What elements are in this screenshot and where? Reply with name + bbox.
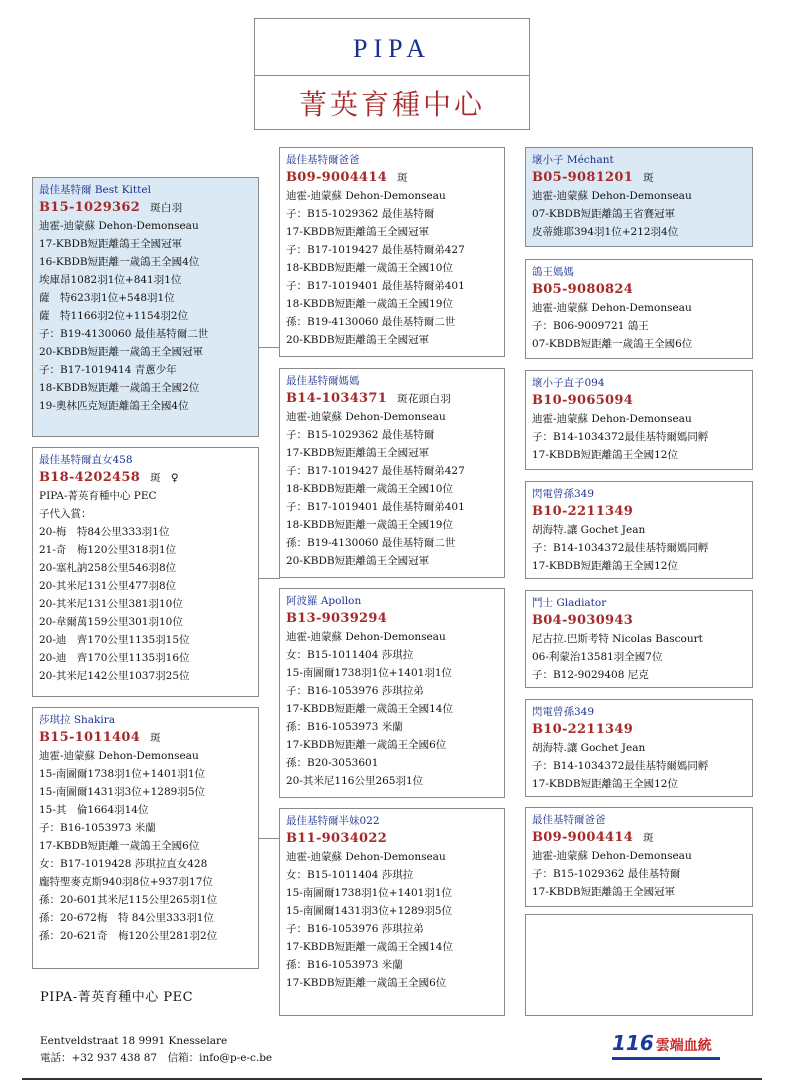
- info-line: 15-南圖爾1738羽1位+1401羽1位: [286, 667, 453, 679]
- info-line: 17-KBDB短距離鴿王全國冠軍: [39, 238, 183, 250]
- pigeon-name: 壞小子直子094: [532, 377, 605, 389]
- pedigree-card-dds[interactable]: [525, 807, 753, 907]
- info-line: 胡海特.讓 Gochet Jean: [532, 742, 646, 754]
- info-line: 子：B06-9009721 鴿王: [532, 320, 649, 332]
- info-line: 17-KBDB短距離一歲鴿王全國6位: [286, 739, 447, 751]
- pigeon-name: 閃電曾孫349: [532, 488, 595, 500]
- header-title: PIPA: [255, 19, 529, 76]
- ring-line: [39, 199, 252, 217]
- pigeon-info: [39, 217, 252, 415]
- pedigree-header: [254, 18, 530, 130]
- info-line: 子：B17-1019414 青蔥少年: [39, 364, 177, 376]
- pigeon-info: [532, 299, 746, 353]
- info-line: 17-KBDB短距離一歲鴿王全國6位: [39, 840, 200, 852]
- ring-number: B15-1011404: [39, 730, 141, 745]
- info-line: 15-南圖爾1431羽3位+1289羽5位: [286, 905, 453, 917]
- ring-line: [39, 469, 252, 487]
- info-line: 孫：20-672梅 特 84公里333羽1位: [39, 912, 214, 924]
- pedigree-card-ssd[interactable]: [525, 259, 753, 359]
- pedigree-card-sss[interactable]: [525, 147, 753, 247]
- ring-number: B09-9004414: [286, 170, 388, 185]
- pigeon-name: 阿波羅 Apollon: [286, 595, 362, 607]
- logo-underline: [612, 1057, 720, 1060]
- ring-number: B05-9081201: [532, 170, 634, 185]
- pedigree-card-sibling[interactable]: [32, 447, 259, 697]
- pigeon-info: [286, 187, 498, 349]
- ring-number: B10-9065094: [532, 393, 634, 408]
- pedigree-card-subject[interactable]: [32, 177, 259, 437]
- ring-line: [532, 721, 746, 739]
- logo: [612, 1031, 712, 1055]
- info-line: 20-梅 特84公里333羽1位: [39, 526, 170, 538]
- pigeon-info: [286, 408, 498, 570]
- info-line: 17-KBDB短距離鴿王全國12位: [532, 449, 678, 461]
- info-line: 孫：B16-1053973 米蘭: [286, 959, 403, 971]
- info-line: 17-KBDB短距離一歲鴿王全國6位: [286, 977, 447, 989]
- info-line: 龐特聖麥克斯940羽8位+937羽17位: [39, 876, 213, 888]
- info-line: 孫：20-601其米尼115公里265羽1位: [39, 894, 218, 906]
- ring-number: B10-2211349: [532, 722, 634, 737]
- info-line: 16-KBDB短距離一歲鴿王全國4位: [39, 256, 200, 268]
- info-line: 18-KBDB短距離一歲鴿王全國19位: [286, 519, 453, 531]
- info-line: 女：B15-1011404 莎琪拉: [286, 649, 414, 661]
- ring-number: B13-9039294: [286, 611, 388, 626]
- info-line: 07-KBDB短距離一歲鴿王全國6位: [532, 338, 693, 350]
- plumage-color: 斑花頭白羽: [397, 393, 452, 405]
- info-line: 17-KBDB短距離鴿王全國冠軍: [532, 886, 676, 898]
- info-line: 子：B16-1053976 莎琪拉弟: [286, 685, 424, 697]
- pigeon-name: 最佳基特爾直女458: [39, 454, 133, 466]
- info-line: 20-迪 齊170公里1135羽15位: [39, 634, 190, 646]
- info-line: 15-其 倫1664羽14位: [39, 804, 149, 816]
- pigeon-info: [532, 847, 746, 901]
- info-line: 子：B16-1053973 米蘭: [39, 822, 156, 834]
- pedigree-card-dam-sire[interactable]: [279, 588, 505, 798]
- footer-contact: 電話：+32 937 438 87 信箱：info@p-e-c.be: [40, 1052, 273, 1064]
- footer-address: Eentveldstraat 18 9991 Knesselare: [40, 1035, 228, 1047]
- pigeon-info: [39, 747, 252, 945]
- plumage-color: 斑: [150, 472, 161, 484]
- pedigree-card-dam-dam[interactable]: [279, 808, 505, 1016]
- pigeon-name: 莎琪拉 Shakira: [39, 714, 116, 726]
- info-line: 皮蒂維耶394羽1位+212羽4位: [532, 226, 679, 238]
- pigeon-info: [532, 410, 746, 464]
- pedigree-card-ddd-empty: [525, 914, 753, 1016]
- info-line: 迪霍-迪蒙蘇 Dehon-Demonseau: [39, 750, 199, 762]
- info-line: 孫：B16-1053973 米蘭: [286, 721, 403, 733]
- ring-line: [532, 281, 746, 299]
- info-line: 20-KBDB短距離鴿王全國冠軍: [286, 334, 430, 346]
- info-line: 06-利蒙治13581羽全國7位: [532, 651, 663, 663]
- info-line: PIPA-菁英育種中心 PEC: [39, 490, 157, 502]
- info-line: 埃庫昂1082羽1位+841羽1位: [39, 274, 182, 286]
- footer-address-block: [40, 1033, 272, 1067]
- info-line: 子：B14-1034372最佳基特爾媽同孵: [532, 542, 709, 554]
- plumage-color: 斑白羽: [150, 202, 183, 214]
- info-line: 尼古拉.巴斯考特 Nicolas Bascourt: [532, 633, 703, 645]
- info-line: 子：B19-4130060 最佳基特爾二世: [39, 328, 209, 340]
- info-line: 18-KBDB短距離一歲鴿王全國2位: [39, 382, 200, 394]
- info-line: 子：B17-1019427 最佳基特爾弟427: [286, 244, 465, 256]
- pigeon-info: [532, 630, 746, 684]
- info-line: 20-其米尼116公里265羽1位: [286, 775, 424, 787]
- ring-line: [532, 169, 746, 187]
- pigeon-info: [532, 739, 746, 793]
- info-line: 胡海特.讓 Gochet Jean: [532, 524, 646, 536]
- pigeon-info: [532, 187, 746, 241]
- info-line: 迪霍-迪蒙蘇 Dehon-Demonseau: [286, 851, 446, 863]
- connector-line: [258, 838, 280, 839]
- pigeon-info: [286, 848, 498, 992]
- ring-number: B18-4202458: [39, 470, 141, 485]
- info-line: 15-南圖爾1431羽3位+1289羽5位: [39, 786, 206, 798]
- info-line: 17-KBDB短距離一歲鴿王全國14位: [286, 941, 453, 953]
- info-line: 17-KBDB短距離鴿王全國冠軍: [286, 447, 430, 459]
- pigeon-info: [286, 628, 498, 790]
- plumage-color: 斑: [150, 732, 161, 744]
- info-line: 20-塞札訥258公里546羽8位: [39, 562, 177, 574]
- pigeon-name: 閃電曾孫349: [532, 706, 595, 718]
- info-line: 07-KBDB短距離鴿王省賽冠軍: [532, 208, 676, 220]
- info-line: 迪霍-迪蒙蘇 Dehon-Demonseau: [286, 631, 446, 643]
- info-line: 20-KBDB短距離鴿王全國冠軍: [286, 555, 430, 567]
- info-line: 薩 特623羽1位+548羽1位: [39, 292, 175, 304]
- info-line: 迪霍-迪蒙蘇 Dehon-Demonseau: [532, 413, 692, 425]
- info-line: 子：B16-1053976 莎琪拉弟: [286, 923, 424, 935]
- logo-number: 116: [612, 1031, 654, 1055]
- pedigree-card-sire-sire[interactable]: [279, 147, 505, 357]
- info-line: 19-奧林匹克短距離鴿王全國4位: [39, 400, 189, 412]
- pedigree-card-sire-dam[interactable]: [279, 368, 505, 578]
- info-line: 子：B14-1034372最佳基特爾媽同孵: [532, 760, 709, 772]
- info-line: 孫：B19-4130060 最佳基特爾二世: [286, 537, 456, 549]
- ring-number: B10-2211349: [532, 504, 634, 519]
- info-line: 薩 特1166羽2位+1154羽2位: [39, 310, 189, 322]
- info-line: 孫：B20-3053601: [286, 757, 379, 769]
- ring-line: [286, 169, 498, 187]
- info-line: 20-迪 齊170公里1135羽16位: [39, 652, 190, 664]
- ring-line: [532, 392, 746, 410]
- info-line: 17-KBDB短距離鴿王全國12位: [532, 778, 678, 790]
- info-line: 18-KBDB短距離一歲鴿王全國10位: [286, 483, 453, 495]
- ring-line: [532, 503, 746, 521]
- ring-line: [39, 729, 252, 747]
- pigeon-info: [532, 521, 746, 575]
- pedigree-card-dsd[interactable]: [525, 699, 753, 797]
- plumage-color: 斑: [643, 172, 654, 184]
- info-line: 17-KBDB短距離一歲鴿王全國14位: [286, 703, 453, 715]
- info-line: 迪霍-迪蒙蘇 Dehon-Demonseau: [532, 302, 692, 314]
- info-line: 子：B17-1019401 最佳基特爾弟401: [286, 501, 465, 513]
- ring-number: B04-9030943: [532, 613, 634, 628]
- ring-number: B15-1029362: [39, 200, 141, 215]
- info-line: 17-KBDB短距離鴿王全國12位: [532, 560, 678, 572]
- pedigree-card-sdd[interactable]: [525, 481, 753, 579]
- info-line: 孫：B19-4130060 最佳基特爾二世: [286, 316, 456, 328]
- pedigree-card-sds[interactable]: [525, 370, 753, 470]
- ring-number: B11-9034022: [286, 831, 388, 846]
- info-line: 迪霍-迪蒙蘇 Dehon-Demonseau: [286, 190, 446, 202]
- info-line: 子代入賞：: [39, 508, 92, 520]
- pigeon-name: 鬥士 Gladiator: [532, 597, 607, 609]
- pigeon-name: 最佳基特爾爸爸: [532, 814, 606, 826]
- info-line: 子：B15-1029362 最佳基特爾: [286, 208, 435, 220]
- ring-number: B05-9080824: [532, 282, 634, 297]
- pigeon-name: 鴿王媽媽: [532, 266, 574, 278]
- info-line: 20-其米尼142公里1037羽25位: [39, 670, 190, 682]
- footer-org: PIPA-菁英育種中心 PEC: [40, 990, 194, 1005]
- sex-symbol: ♀: [170, 472, 179, 484]
- info-line: 女：B17-1019428 莎琪拉直女428: [39, 858, 208, 870]
- ring-number: B14-1034371: [286, 391, 388, 406]
- info-line: 迪霍-迪蒙蘇 Dehon-Demonseau: [286, 411, 446, 423]
- connector-line: [258, 578, 280, 579]
- connector-line: [258, 347, 280, 348]
- pigeon-name: 最佳基特爾 Best Kittel: [39, 184, 151, 196]
- info-line: 20-其米尼131公里381羽10位: [39, 598, 183, 610]
- pigeon-name: 壞小子 Méchant: [532, 154, 614, 166]
- info-line: 15-南圖爾1738羽1位+1401羽1位: [286, 887, 453, 899]
- info-line: 20-韋爾萬159公里301羽10位: [39, 616, 183, 628]
- info-line: 18-KBDB短距離一歲鴿王全國10位: [286, 262, 453, 274]
- ring-line: [286, 610, 498, 628]
- info-line: 子：B12-9029408 尼克: [532, 669, 649, 681]
- info-line: 18-KBDB短距離一歲鴿王全國19位: [286, 298, 453, 310]
- logo-text: 雲端血統: [655, 1038, 712, 1054]
- info-line: 子：B17-1019401 最佳基特爾弟401: [286, 280, 465, 292]
- info-line: 迪霍-迪蒙蘇 Dehon-Demonseau: [39, 220, 199, 232]
- ring-line: [532, 612, 746, 630]
- info-line: 20-KBDB短距離一歲鴿王全國冠軍: [39, 346, 204, 358]
- pigeon-name: 最佳基特爾爸爸: [286, 154, 360, 166]
- info-line: 孫：20-621奇 梅120公里281羽2位: [39, 930, 218, 942]
- header-subtitle: 菁英育種中心: [298, 88, 485, 121]
- info-line: 女：B15-1011404 莎琪拉: [286, 869, 414, 881]
- info-line: 21-奇 梅120公里318羽1位: [39, 544, 177, 556]
- ring-line: [286, 390, 498, 408]
- info-line: 子：B15-1029362 最佳基特爾: [532, 868, 681, 880]
- pedigree-card-dam[interactable]: [32, 707, 259, 969]
- info-line: 15-南圖爾1738羽1位+1401羽1位: [39, 768, 206, 780]
- ring-number: B09-9004414: [532, 830, 634, 845]
- pedigree-card-dss[interactable]: [525, 590, 753, 688]
- plumage-color: 斑: [643, 832, 654, 844]
- pigeon-info: [39, 487, 252, 685]
- plumage-color: 斑: [397, 172, 408, 184]
- ring-line: [286, 830, 498, 848]
- info-line: 17-KBDB短距離鴿王全國冠軍: [286, 226, 430, 238]
- info-line: 子：B15-1029362 最佳基特爾: [286, 429, 435, 441]
- info-line: 20-其米尼131公里477羽8位: [39, 580, 177, 592]
- info-line: 迪霍-迪蒙蘇 Dehon-Demonseau: [532, 850, 692, 862]
- pigeon-name: 最佳基特爾半妹022: [286, 815, 380, 827]
- info-line: 迪霍-迪蒙蘇 Dehon-Demonseau: [532, 190, 692, 202]
- bottom-divider: [22, 1078, 762, 1080]
- info-line: 子：B14-1034372最佳基特爾媽同孵: [532, 431, 709, 443]
- info-line: 子：B17-1019427 最佳基特爾弟427: [286, 465, 465, 477]
- ring-line: [532, 829, 746, 847]
- pigeon-name: 最佳基特爾媽媽: [286, 375, 360, 387]
